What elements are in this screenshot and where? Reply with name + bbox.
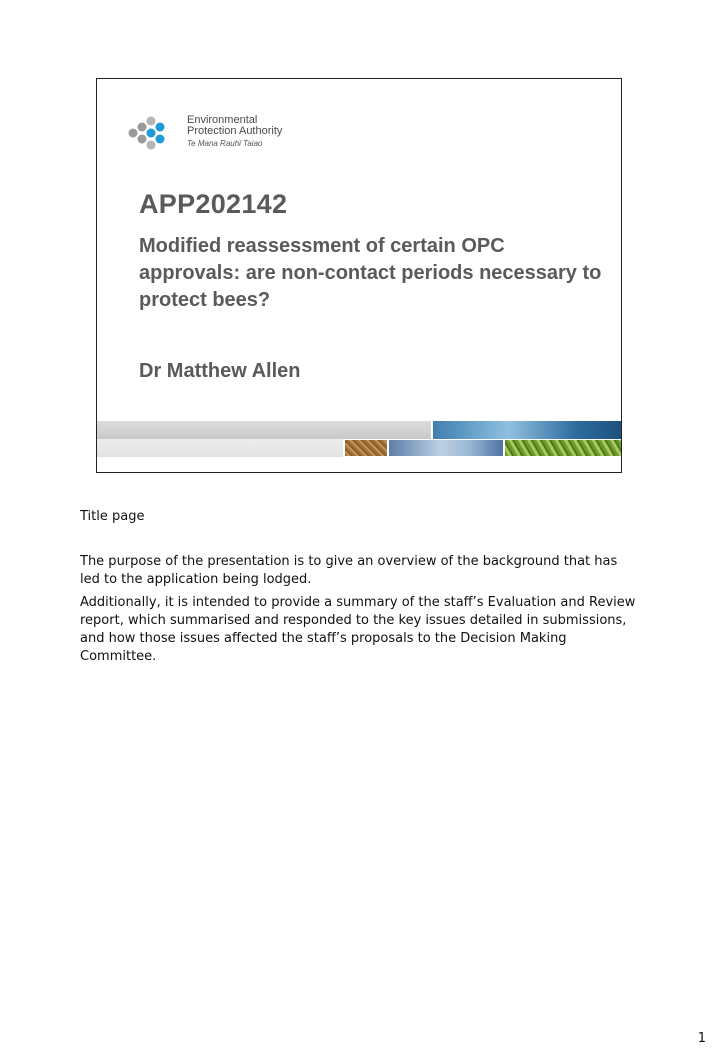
org-name-line2: Protection Authority	[187, 125, 283, 137]
notes-paragraph: Additionally, it is intended to provide a summary of the staff’s Evaluation and Review report, which summarised and responded to the key issues detailed in submissions, and how those issues affected the staff’s proposals to the Decision Making Committee.	[80, 595, 636, 664]
footer-image-band	[97, 421, 622, 457]
footer-grey-strip-lower	[97, 439, 343, 457]
footer-grey-strip	[97, 421, 431, 439]
org-name	[187, 115, 282, 149]
page-number: 1	[697, 1031, 706, 1046]
footer-fern-image	[505, 440, 622, 456]
notes-paragraph: The purpose of the presentation is to give an overview of the background that has led to the application being lodged.	[80, 554, 618, 587]
slide-subtitle: Modified reassessment of certain OPC approvals: are non-contact periods necessary to protect bees?	[139, 235, 602, 311]
org-name-line1: Environmental	[187, 114, 258, 126]
epa-logo-icon	[125, 113, 185, 153]
org-maori-name: Te Mana Rauhī Taiao	[187, 139, 263, 148]
footer-earth-image	[345, 440, 387, 456]
slide-thumbnail	[96, 78, 622, 473]
footer-sky-image	[433, 421, 622, 439]
speaker-notes	[80, 508, 640, 671]
presenter-name: Dr Matthew Allen	[139, 360, 301, 382]
application-id: APP202142	[139, 189, 288, 219]
footer-cloud-image	[389, 440, 503, 456]
notes-title-label: Title page	[80, 509, 145, 524]
